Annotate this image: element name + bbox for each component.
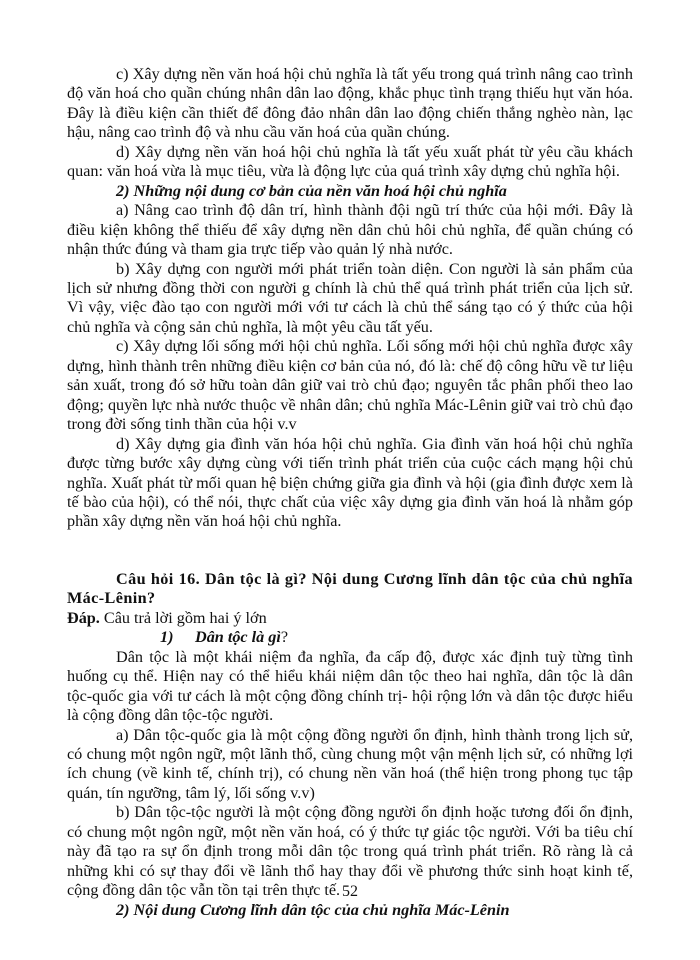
subheading-qmark: ? (280, 628, 289, 647)
page-number: 52 (342, 883, 358, 900)
section-heading-basic-contents: 2) Những nội dung cơ bản của nền văn hoá hội chủ nghĩa (116, 181, 507, 200)
paragraph-b-ethnic-group: b) Dân tộc-tộc người là một cộng đồng người ổn định hoặc tương đối ổn định, có chung một ngôn ngữ, một nền văn hoá, có ý thức tự giác tộc người. Với ba tiêu chí này đã tạo ra sự ổn định trong mỗi dân tộc trong quá trình phát triển. Rõ ràng là cả những khi có sự thay đổi về lãnh thổ hay thay đổi về phương thức sinh hoạt kinh tế, cộng đồng dân tộc vẫn tồn tại trên thực tế. (67, 803, 633, 900)
section-heading-platform: 2) Nội dung Cương lĩnh dân tộc của chủ nghĩa Mác-Lênin (116, 900, 510, 919)
paragraph-b-new-person: b) Xây dựng con người mới phát triển toàn diện. Con người là sản phẩm của lịch sử nhưng đồng thời con người g chính là chủ thể quá trình phát triển của lịch sử. Vì vậy, việc đào tạo con người mới với tư cách là chủ thể sáng tạo có ý thức của hội chủ nghĩa và cộng sản chủ nghĩa, là một yêu cầu tất yếu. (67, 259, 633, 336)
paragraph-nation-definition: Dân tộc là một khái niệm đa nghĩa, đa cấp độ, được xác định tuỳ từng tình huống cụ thể. Hiện nay có thể hiểu khái niệm dân tộc theo hai nghĩa, dân tộc là dân tộc-quốc gia với tư cách là một cộng đồng chính trị- hội rộng lớn và dân tộc được hiểu là cộng đồng dân tộc-tộc người. (67, 647, 633, 725)
paragraph-a-nation-state: a) Dân tộc-quốc gia là một cộng đồng người ổn định, hình thành trong lịch sử, có chung một ngôn ngữ, một lãnh thổ, cùng chung một vận mệnh lịch sử, có những lợi ích chung (về kinh tế, chính trị), có chung nền văn hoá (thể hiện trong phong tục tập quán, tín ngưỡng, tâm lý, lối sống v.v) (67, 725, 633, 802)
paragraph-c-culture: c) Xây dựng nền văn hoá hội chủ nghĩa là tất yếu trong quá trình nâng cao trình độ văn hoá cho quần chúng nhân dân lao động, khắc phục tình trạng thiếu hụt văn hóa. Đây là điều kiện cần thiết để đông đảo nhân dân lao động chiến thắng nghèo nàn, lạc hậu, nâng cao trình độ và nhu cầu văn hoá của quần chúng. (67, 65, 633, 142)
answer-text: Câu trả lời gồm hai ý lớn (99, 608, 267, 627)
paragraph-d-culture: d) Xây dựng nền văn hoá hội chủ nghĩa là tất yếu xuất phát từ yêu cầu khách quan: văn hoá vừa là mục tiêu, vừa là động lực của quá trình xây dựng chủ nghĩa hội. (67, 142, 633, 181)
subheading-what-is-nation (67, 628, 633, 647)
subheading-number: 1) (160, 628, 174, 647)
document-page (67, 65, 633, 920)
spacer (67, 532, 633, 570)
subheading-title: Dân tộc là gì (195, 628, 281, 647)
question-title: Câu hỏi 16. Dân tộc là gì? Nội dung Cương lĩnh dân tộc của chủ nghĩa Mác-Lênin? (67, 569, 633, 608)
paragraph-a-education: a) Nâng cao trình độ dân trí, hình thành đội ngũ trí thức của hội mới. Đây là điều kiện không thể thiếu để xây dựng nền dân chủ hôi chủ nghĩa, để quần chúng có nhận thức đúng và tham gia trực tiếp vào quản lý nhà nước. (67, 201, 633, 259)
paragraph-d-family: d) Xây dựng gia đình văn hóa hội chủ nghĩa. Gia đình văn hoá hội chủ nghĩa được từng bước xây dựng cùng với tiến trình phát triển của cuộc cách mạng hội chủ nghĩa. Xuất phát từ mối quan hệ biện chứng giữa gia đình và hội (gia đình được xem là tế bào của hội), có thể nói, thực chất của việc xây dựng gia đình văn hoá là nhằm góp phần xây dựng nền văn hoá hội chủ nghĩa. (67, 434, 633, 531)
answer-label: Đáp. (67, 608, 100, 627)
paragraph-c-lifestyle: c) Xây dựng lối sống mới hội chủ nghĩa. Lối sống mới hội chủ nghĩa được xây dựng, hình thành trên những điều kiện cơ bản của nó, đó là: chế độ công hữu về tư liệu sản xuất, trong đó sở hữu toàn dân giữ vai trò chủ đạo; nguyên tắc phân phối theo lao động; quyền lực nhà nước thuộc về nhân dân; chủ nghĩa Mác-Lênin giữ vai trò chủ đạo trong đời sống tinh thần của hội v.v (67, 337, 633, 434)
answer-line (67, 609, 633, 628)
